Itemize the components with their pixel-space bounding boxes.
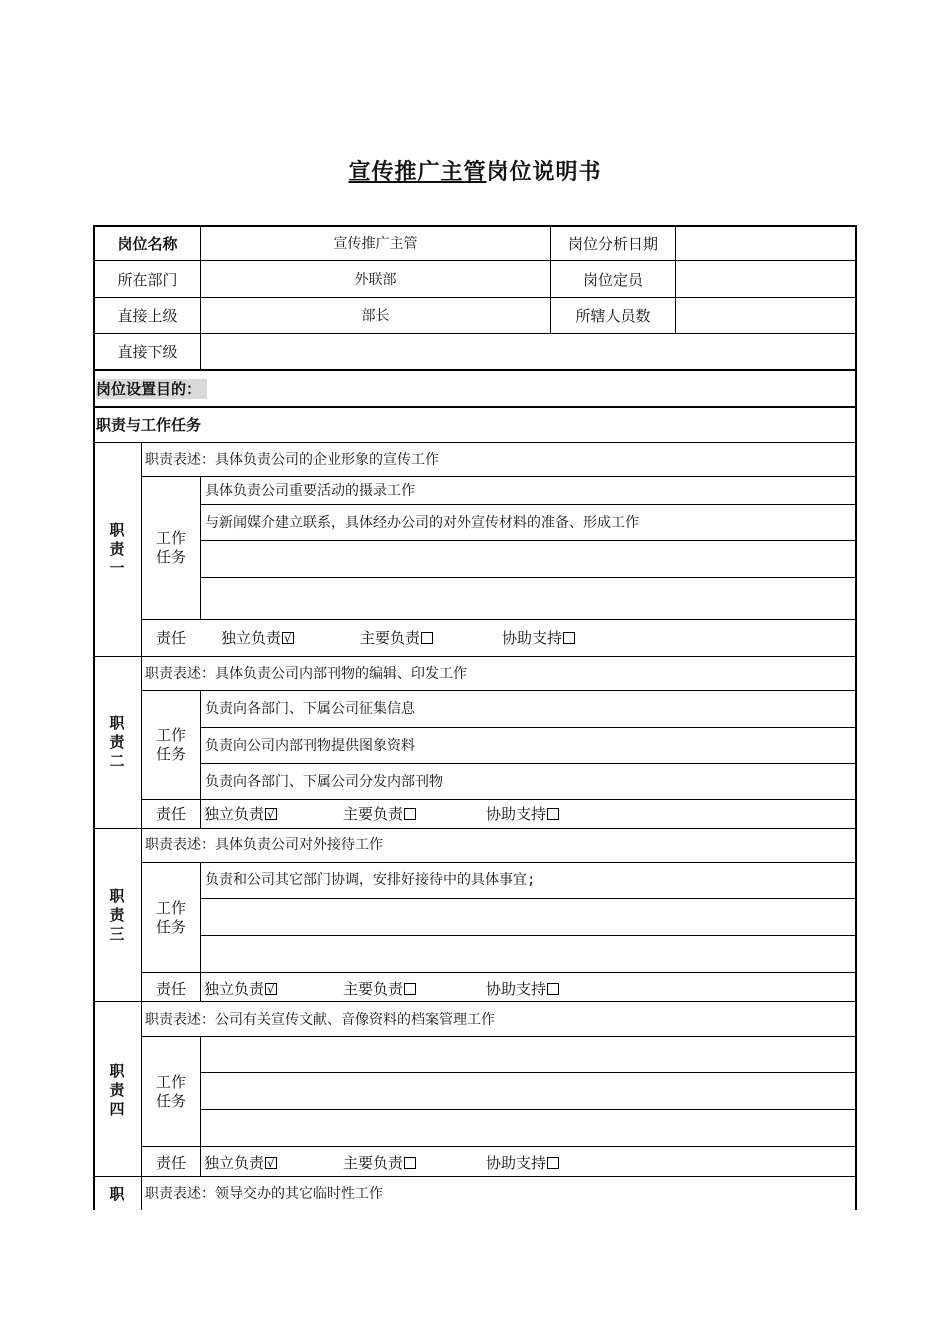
duty2-task-3: 负责向各部门、下属公司分发内部刊物 — [205, 774, 443, 790]
superior-label: 直接上级 — [117, 307, 178, 325]
department-label: 所在部门 — [117, 271, 178, 289]
duty1-statement: 职责表述：具体负责公司的企业形象的宣传工作 — [145, 452, 439, 468]
duty3-independent: 独立负责√ — [204, 979, 277, 999]
headcount-label: 岗位定员 — [582, 271, 643, 289]
duty3-tasks-label: 工作 任务 — [155, 899, 186, 936]
duty5-side-label: 职 — [109, 1185, 125, 1203]
duty4-tasks-label: 工作 任务 — [155, 1073, 186, 1110]
department-value: 外联部 — [354, 272, 397, 288]
title-underlined: 宣传推广主管 — [348, 160, 487, 185]
subordinate-count-label: 所辖人员数 — [575, 307, 651, 325]
duty3-assist: 协助支持 — [486, 979, 559, 999]
duty3-side-label: 职 责 三 — [109, 887, 125, 943]
duty3-main: 主要负责 — [343, 979, 416, 999]
checkbox-icon[interactable] — [404, 1157, 416, 1169]
job-name-label: 岗位名称 — [117, 235, 178, 253]
duty1-main: 主要负责 — [360, 628, 433, 648]
checkbox-checked-icon[interactable] — [265, 808, 277, 820]
duty2-task-1: 负责向各部门、下属公司征集信息 — [205, 701, 415, 717]
superior-value: 部长 — [361, 308, 390, 324]
checkbox-icon[interactable] — [563, 632, 575, 644]
checkbox-icon[interactable] — [404, 983, 416, 995]
checkbox-checked-icon[interactable] — [265, 983, 277, 995]
duty2-main: 主要负责 — [343, 804, 416, 824]
duty2-tasks-label: 工作 任务 — [155, 726, 186, 763]
duty2-independent: 独立负责√ — [204, 804, 277, 824]
duty4-main: 主要负责 — [343, 1153, 416, 1173]
checkbox-icon[interactable] — [547, 1157, 559, 1169]
subordinate-label: 直接下级 — [117, 343, 178, 361]
title-rest: 岗位说明书 — [486, 160, 602, 185]
duty1-resp-label: 责任 — [155, 629, 186, 647]
duty4-independent: 独立负责√ — [204, 1153, 277, 1173]
duty1-task-1: 具体负责公司重要活动的摄录工作 — [205, 483, 415, 499]
duty5-statement: 职责表述：领导交办的其它临时性工作 — [145, 1186, 383, 1202]
checkbox-icon[interactable] — [404, 808, 416, 820]
checkbox-checked-icon[interactable] — [282, 632, 294, 644]
duty2-side-label: 职 责 二 — [109, 714, 125, 770]
duty1-independent: 独立负责√ — [221, 628, 294, 648]
duty2-assist: 协助支持 — [486, 804, 559, 824]
purpose-label: 岗位设置目的： — [96, 379, 207, 399]
checkbox-checked-icon[interactable] — [265, 1157, 277, 1169]
duty1-task-2: 与新闻媒介建立联系，具体经办公司的对外宣传材料的准备、形成工作 — [205, 515, 639, 531]
duty4-resp-label: 责任 — [155, 1154, 186, 1172]
duty2-statement: 职责表述：具体负责公司内部刊物的编辑、印发工作 — [145, 666, 467, 682]
duty1-assist: 协助支持 — [502, 628, 575, 648]
checkbox-icon[interactable] — [547, 808, 559, 820]
duty4-assist: 协助支持 — [486, 1153, 559, 1173]
checkbox-icon[interactable] — [421, 632, 433, 644]
duty1-tasks-label: 工作 任务 — [155, 529, 186, 566]
duty3-resp-label: 责任 — [155, 980, 186, 998]
duty1-side-label: 职 责 一 — [109, 521, 125, 577]
checkbox-icon[interactable] — [547, 983, 559, 995]
duty2-task-2: 负责向公司内部刊物提供图象资料 — [205, 738, 415, 754]
duty4-statement: 职责表述：公司有关宣传文献、音像资料的档案管理工作 — [145, 1012, 495, 1028]
duty2-resp-label: 责任 — [155, 805, 186, 823]
duty4-side-label: 职 责 四 — [109, 1062, 125, 1118]
duty3-task-1: 负责和公司其它部门协调，安排好接待中的具体事宜; — [205, 872, 536, 888]
page-title — [0, 155, 950, 186]
duty3-statement: 职责表述：具体负责公司对外接待工作 — [145, 837, 383, 853]
job-name-value: 宣传推广主管 — [333, 236, 418, 252]
duties-header: 职责与工作任务 — [96, 416, 202, 434]
analysis-date-label: 岗位分析日期 — [567, 235, 658, 253]
